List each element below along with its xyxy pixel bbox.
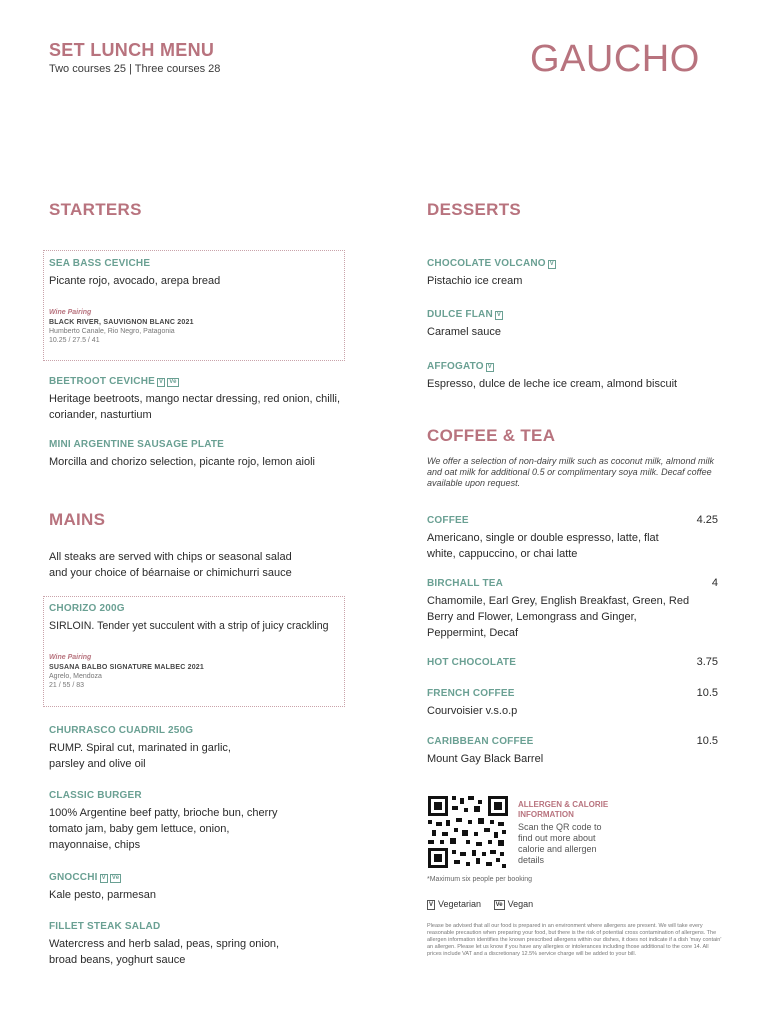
vegan-icon: Ve <box>495 902 503 908</box>
item-desc: Americano, single or double espresso, latte, flat white, cappuccino, or chai latte <box>427 532 659 560</box>
coffee-item <box>427 656 647 670</box>
menu-subtitle: Two courses 25 | Three courses 28 <box>49 63 221 75</box>
item-name: SEA BASS CEVICHE <box>49 258 151 269</box>
starter-item <box>49 257 349 289</box>
item-name: BEETROOT CEVICHE <box>49 376 155 387</box>
item-desc: SIRLOIN. Tender yet succulent with a strip of juicy crackling <box>49 620 329 632</box>
item-price: 4.25 <box>696 514 718 526</box>
main-item <box>49 789 294 853</box>
vegetarian-icon: V <box>101 875 106 881</box>
main-item <box>49 724 259 772</box>
allergen-disclaimer: Please be advised that all our food is prepared in an environment where allergens are present. We will take every reasonable precaution when preparing your food, but there is the risk of potential cross contamination of allergens. The allergen information identifies the known prescribed allergens within our dishes, it does not indicate if a dish 'may contain' an allergen. Please let us know if you have any allergies or intolerances including those additional to the core 14. All prices include VAT and a discretionary 12.5% service charge will be added to your bill. <box>427 923 722 957</box>
item-name: GNOCCHI <box>49 872 98 883</box>
item-name: AFFOGATO <box>427 361 484 372</box>
item-desc: Mount Gay Black Barrel <box>427 753 544 765</box>
booking-note: *Maximum six people per booking <box>427 876 533 883</box>
coffee-item <box>427 577 692 641</box>
item-name: DULCE FLAN <box>427 309 493 320</box>
main-item <box>49 871 349 903</box>
item-desc: Pistachio ice cream <box>427 275 523 287</box>
diet-legend <box>427 899 533 910</box>
item-desc: Picante rojo, avocado, arepa bread <box>49 275 221 287</box>
item-name: MINI ARGENTINE SAUSAGE PLATE <box>49 439 225 450</box>
item-name: CHORIZO 200G <box>49 603 125 614</box>
item-price: 10.5 <box>696 735 718 747</box>
item-name: BIRCHALL TEA <box>427 578 504 589</box>
wine-prices: 21 / 55 / 83 <box>49 682 85 689</box>
item-desc: 100% Argentine beef patty, brioche bun, cherry tomato jam, baby gem lettuce, onion, mayonnaise, chips <box>49 807 278 851</box>
item-desc: Courvoisier v.s.o.p <box>427 705 518 717</box>
legend-vegetarian: Vegetarian <box>438 899 482 909</box>
coffee-item <box>427 735 647 767</box>
wine-pairing <box>49 654 204 689</box>
wine-origin: Humberto Canale, Rio Negro, Patagonia <box>49 328 175 335</box>
item-price: 10.5 <box>696 687 718 699</box>
dessert-item <box>427 257 727 289</box>
item-price: 3.75 <box>696 656 718 668</box>
vegetarian-icon: V <box>496 312 502 318</box>
item-desc: Kale pesto, parmesan <box>49 889 157 901</box>
coffee-item <box>427 514 682 562</box>
starter-item <box>49 375 349 423</box>
coffee-item <box>427 687 647 719</box>
vegetarian-icon: V <box>429 902 434 908</box>
mains-note-line: All steaks are served with chips or seasonal salad <box>49 551 292 563</box>
item-desc: Watercress and herb salad, peas, spring onion, broad beans, yoghurt sauce <box>49 938 280 966</box>
vegan-icon: Ve <box>111 875 120 881</box>
vegetarian-icon: V <box>159 379 164 385</box>
main-item <box>49 920 309 968</box>
item-name: CHURRASCO CUADRIL 250G <box>49 725 194 736</box>
coffee-heading: COFFEE & TEA <box>427 426 556 445</box>
item-desc: RUMP. Spiral cut, marinated in garlic, parsley and olive oil <box>49 742 231 770</box>
dessert-item <box>427 360 727 392</box>
qr-code-icon[interactable] <box>428 796 508 868</box>
wine-origin: Agrelo, Mendoza <box>49 673 102 680</box>
item-price: 4 <box>711 577 718 589</box>
item-name: FRENCH COFFEE <box>427 688 515 699</box>
item-desc: Espresso, dulce de leche ice cream, almond biscuit <box>427 378 678 390</box>
item-desc: Caramel sauce <box>427 326 501 338</box>
mains-note-line: and your choice of béarnaise or chimichurri sauce <box>49 567 292 579</box>
item-name: COFFEE <box>427 515 469 526</box>
dessert-item <box>427 308 727 340</box>
item-desc: Chamomile, Earl Grey, English Breakfast, Green, Red Berry and Flower, Lemongrass and Ginger, Peppermint, Decaf <box>427 595 690 639</box>
item-desc: Heritage beetroots, mango nectar dressing, red onion, chilli, coriander, nasturtium <box>49 393 341 421</box>
milk-note: We offer a selection of non-dairy milk such as coconut milk, almond milk and oat milk for additional 0.5 or complimentary soya milk. Decaf coffee available upon request. <box>427 456 714 488</box>
wine-pairing-label: Wine Pairing <box>49 654 92 661</box>
item-name: FILLET STEAK SALAD <box>49 921 161 932</box>
wine-pairing <box>49 309 194 344</box>
vegetarian-icon: V <box>549 261 554 267</box>
allergen-heading: ALLERGEN & CALORIE INFORMATION <box>518 800 609 819</box>
item-name: CHOCOLATE VOLCANO <box>427 258 546 269</box>
starter-item <box>49 438 349 470</box>
item-name: CARIBBEAN COFFEE <box>427 736 534 747</box>
wine-prices: 10.25 / 27.5 / 41 <box>49 337 100 344</box>
item-name: CLASSIC BURGER <box>49 790 142 801</box>
legend-vegan: Vegan <box>507 899 534 909</box>
mains-heading: MAINS <box>49 510 106 529</box>
brand-logo: GAUCHO <box>530 38 700 80</box>
starters-heading: STARTERS <box>49 200 142 219</box>
item-desc: Morcilla and chorizo selection, picante rojo, lemon aioli <box>49 456 315 468</box>
mains-note <box>49 549 349 581</box>
desserts-heading: DESSERTS <box>427 200 522 219</box>
allergen-text: Scan the QR code to find out more about calorie and allergen details <box>518 822 602 865</box>
vegan-icon: Ve <box>169 379 177 385</box>
vegetarian-icon: V <box>487 364 492 370</box>
menu-title: SET LUNCH MENU <box>49 40 215 60</box>
wine-pairing-label: Wine Pairing <box>49 309 92 316</box>
item-name: HOT CHOCOLATE <box>427 657 517 668</box>
wine-name: SUSANA BALBO SIGNATURE MALBEC 2021 <box>49 664 204 671</box>
main-item <box>49 602 344 634</box>
wine-name: BLACK RIVER, SAUVIGNON BLANC 2021 <box>49 319 194 326</box>
